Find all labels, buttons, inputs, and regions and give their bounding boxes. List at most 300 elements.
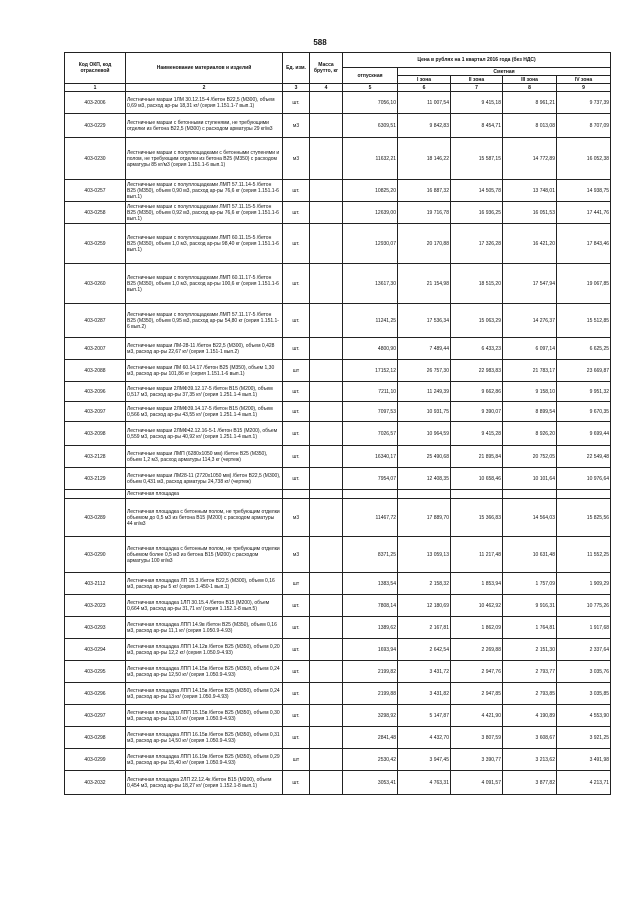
price-release: 11632,21	[343, 138, 398, 180]
price-zone2: 9 415,28	[451, 422, 503, 446]
price-zone3: 14 564,03	[503, 499, 557, 537]
item-code: 403-2006	[65, 92, 126, 114]
header-code: Код ОКП, код отраслевой	[65, 53, 126, 84]
price-zone1: 18 146,22	[398, 138, 451, 180]
price-zone1: 4 432,70	[398, 727, 451, 749]
item-name: Лестничные марши ЛМ-28-11 /бетон В22,5 (М300), объем 0,428 м3, расход ар-ры 22,67 кг/ (серия 1.151-1 вып.2)	[126, 338, 283, 360]
price-zone2: 8 454,71	[451, 114, 503, 138]
price-zone1: 4 763,31	[398, 771, 451, 795]
item-unit: шт.	[283, 382, 310, 402]
item-code: 403-0287	[65, 304, 126, 338]
price-zone1: 2 642,54	[398, 639, 451, 661]
price-release: 10825,20	[343, 180, 398, 202]
price-zone1: 10 931,75	[398, 402, 451, 422]
price-zone1: 20 170,88	[398, 224, 451, 264]
item-name: Лестничная площадка ЛПП 16.15в /бетон В25 (М350), объем 0,31 м3, расход ар-ры 14,50 кг/ (серия 1.050.9-4.93)	[126, 727, 283, 749]
price-zone2: 1 853,94	[451, 573, 503, 595]
item-unit: шт.	[283, 264, 310, 304]
price-zone4: 22 549,48	[557, 446, 611, 468]
item-name: Лестничная площадка ЛПП 16.19в /бетон В25 (М350), объем 0,29 м3, расход ар-ры 15,40 кг/ (серия 1.050.9-4.93)	[126, 749, 283, 771]
header-mass: Масса брутто, кг	[310, 53, 343, 84]
price-release: 2530,42	[343, 749, 398, 771]
item-unit: м3	[283, 138, 310, 180]
price-zone2: 14 505,78	[451, 180, 503, 202]
price-zone2: 9 390,07	[451, 402, 503, 422]
price-zone3: 3 213,62	[503, 749, 557, 771]
price-release: 3053,41	[343, 771, 398, 795]
price-release: 7211,10	[343, 382, 398, 402]
price-release: 13617,30	[343, 264, 398, 304]
item-name: Лестничные марши с полуплощадками ЛМП 57.11.17-5 /бетон В25 (М350), объем 0,95 м3, расход ар-ры 54,80 кг (серия 1.151.1-6 вып.2)	[126, 304, 283, 338]
price-release: 2199,82	[343, 661, 398, 683]
table-section	[65, 490, 611, 499]
item-mass	[310, 749, 343, 771]
price-zone1: 16 887,32	[398, 180, 451, 202]
price-release: 7954,07	[343, 468, 398, 490]
item-code: 403-0297	[65, 705, 126, 727]
price-zone3: 21 783,17	[503, 360, 557, 382]
column-index: 8	[503, 84, 557, 92]
price-zone4: 4 213,71	[557, 771, 611, 795]
price-zone3: 14 276,37	[503, 304, 557, 338]
item-name: Лестничная площадка ЛПП 14.12в /бетон В25 (М350), объем 0,20 м3, расход ар-ры 12,2 кг/ (серия 1.050.9-4.93)	[126, 639, 283, 661]
item-name: Лестничные марши ЛМ28-11 (2720х1050 мм) /бетон В22,5 (М300), объем 0,431 м3, расход арматуры 24,738 кг/ (чертеж)	[126, 468, 283, 490]
item-unit: шт.	[283, 338, 310, 360]
price-release: 1389,62	[343, 617, 398, 639]
price-zone2: 9 415,18	[451, 92, 503, 114]
table-row	[65, 573, 611, 595]
price-zone4: 9 670,35	[557, 402, 611, 422]
item-mass	[310, 264, 343, 304]
item-code: 403-2032	[65, 771, 126, 795]
item-unit: шт.	[283, 771, 310, 795]
item-code: 403-0299	[65, 749, 126, 771]
item-name: Лестничные марши ЛМ 60.14.17 /бетон В25 (М350), объем 1,30 м3, расход ар-ры 101,86 кг (серия 1.151.1-6 вып.1)	[126, 360, 283, 382]
price-zone1: 26 757,30	[398, 360, 451, 382]
price-zone4: 15 825,56	[557, 499, 611, 537]
price-zone3: 8 926,20	[503, 422, 557, 446]
item-mass	[310, 683, 343, 705]
item-unit: шт.	[283, 727, 310, 749]
item-name: Лестничные марши с полуплощадками ЛМП 60.11.15-5 /бетон В25 (М350), объем 1,0 м3, расход ар-ры 98,40 кг (серия 1.151.1-6 вып.1)	[126, 224, 283, 264]
price-zone3: 2 151,30	[503, 639, 557, 661]
item-code: 403-0259	[65, 224, 126, 264]
item-name: Лестничные марши 2ЛМФ39.12.17-5 /бетон В15 (М200), объем 0,517 м3, расход ар-ры 37,35 кг/ (серия 1.251.1-4 вып.1)	[126, 382, 283, 402]
item-unit: шт.	[283, 468, 310, 490]
item-code: 403-0293	[65, 617, 126, 639]
price-zone1: 9 842,83	[398, 114, 451, 138]
price-zone1: 25 490,68	[398, 446, 451, 468]
item-unit: шт.	[283, 639, 310, 661]
item-name: Лестничная площадка ЛПП 14.9в /бетон В25 (М350), объем 0,16 м3, расход ар-ры 11,1 кг/ (серия 1.050.9-4.93)	[126, 617, 283, 639]
price-zone3: 3 877,82	[503, 771, 557, 795]
item-name: Лестничная площадка ЛПП 14.15в /бетон В25 (М350), объем 0,24 м3, расход ар-ры 13 кг/ (серия 1.050.9-4.93)	[126, 683, 283, 705]
item-unit: шт.	[283, 402, 310, 422]
price-release: 11241,25	[343, 304, 398, 338]
item-unit: шт.	[283, 661, 310, 683]
price-release: 2199,88	[343, 683, 398, 705]
price-zone4: 9 737,39	[557, 92, 611, 114]
price-zone3: 8 961,21	[503, 92, 557, 114]
item-unit: шт	[283, 573, 310, 595]
item-code: 403-0258	[65, 202, 126, 224]
item-mass	[310, 422, 343, 446]
price-zone2: 22 983,83	[451, 360, 503, 382]
column-index: 7	[451, 84, 503, 92]
item-unit: шт.	[283, 617, 310, 639]
column-index: 1	[65, 84, 126, 92]
table-row	[65, 382, 611, 402]
header-estimate: Сметная	[398, 68, 611, 76]
price-zone3: 2 793,77	[503, 661, 557, 683]
price-release: 12930,07	[343, 224, 398, 264]
item-name: Лестничная площадка 2ЛП 22.12.4к /бетон В15 (М200), объем 0,454 м3, расход ар-ры 18,27 кг/ (серия 1.152.1-8 вып.1)	[126, 771, 283, 795]
item-unit: шт.	[283, 595, 310, 617]
price-zone2: 15 587,15	[451, 138, 503, 180]
section-row	[65, 490, 611, 499]
price-zone2: 11 217,48	[451, 537, 503, 573]
item-name: Лестничная площадка ЛПП 14.15в /бетон В25 (М350), объем 0,24 м3, расход ар-ры 12,50 кг/ (серия 1.050.9-4.93)	[126, 661, 283, 683]
item-unit: м3	[283, 499, 310, 537]
item-unit: шт.	[283, 92, 310, 114]
item-code: 403-0298	[65, 727, 126, 749]
price-zone2: 6 433,23	[451, 338, 503, 360]
price-zone4: 6 625,25	[557, 338, 611, 360]
price-zone4: 1 917,68	[557, 617, 611, 639]
price-zone1: 11 007,54	[398, 92, 451, 114]
item-mass	[310, 617, 343, 639]
price-zone1: 19 716,78	[398, 202, 451, 224]
price-zone4: 17 441,76	[557, 202, 611, 224]
item-mass	[310, 224, 343, 264]
price-release: 1383,54	[343, 573, 398, 595]
table-row	[65, 402, 611, 422]
item-name: Лестничная площадка ЛПП 15.15в /бетон В25 (М350), объем 0,30 м3, расход ар-ры 13,10 кг/ (серия 1.050.9-4.93)	[126, 705, 283, 727]
item-name: Лестничная площадка 1ЛП 30.15.4 /бетон В15 (М200), объем 0,664 м3, расход ар-ры 31,71 кг/ (серия 1.152.1-8 вып.5)	[126, 595, 283, 617]
price-zone2: 3 807,59	[451, 727, 503, 749]
price-zone2: 16 936,25	[451, 202, 503, 224]
price-zone2: 3 390,77	[451, 749, 503, 771]
item-unit: шт.	[283, 224, 310, 264]
header-price-group: Цена в рублях на 1 квартал 2016 года (без НДС)	[343, 53, 611, 68]
table-row	[65, 92, 611, 114]
item-code: 403-0295	[65, 661, 126, 683]
price-zone3: 8 899,54	[503, 402, 557, 422]
price-zone1: 17 889,70	[398, 499, 451, 537]
item-code: 403-2098	[65, 422, 126, 446]
item-code: 403-0290	[65, 537, 126, 573]
price-release: 7097,53	[343, 402, 398, 422]
price-zone3: 6 097,14	[503, 338, 557, 360]
price-zone3: 10 631,48	[503, 537, 557, 573]
price-zone3: 1 757,09	[503, 573, 557, 595]
table-row	[65, 727, 611, 749]
item-code: 403-2112	[65, 573, 126, 595]
item-name: Лестничная площадка с бетонным полом, не требующим отделки объемом до 0,5 м3 из бетона В15 (М200) с расходом арматуры 44 кг/м3	[126, 499, 283, 537]
item-mass	[310, 537, 343, 573]
item-name: Лестничные марши с полуплощадками ЛМП 60.11.17-5 /бетон В25 (М350), объем 1,0 м3, расход ар-ры 100,6 кг (серия 1.151.1-6 вып.1)	[126, 264, 283, 304]
price-zone3: 9 158,10	[503, 382, 557, 402]
item-name: Лестничные марши 2ЛМФ42.12.16-5-1 /бетон В15 (М200), объем 0,559 м3, расход ар-ры 40,92 кг/ (серия 1.251.1-4 вып.1)	[126, 422, 283, 446]
price-zone3: 14 772,89	[503, 138, 557, 180]
item-name: Лестничные марши 2ЛМФ39.14.17-5 /бетон В15 (М200), объем 0,566 м3, расход ар-ры 43,55 кг/ (серия 1.251.1-4 вып.1)	[126, 402, 283, 422]
table-row	[65, 468, 611, 490]
price-zone2: 9 662,86	[451, 382, 503, 402]
item-unit: шт.	[283, 683, 310, 705]
price-release: 2841,48	[343, 727, 398, 749]
price-zone3: 1 764,81	[503, 617, 557, 639]
table-row	[65, 446, 611, 468]
price-zone1: 3 947,45	[398, 749, 451, 771]
price-zone2: 15 366,83	[451, 499, 503, 537]
item-code: 403-2128	[65, 446, 126, 468]
item-mass	[310, 446, 343, 468]
header-zone1: I зона	[398, 76, 451, 84]
item-unit: шт.	[283, 180, 310, 202]
price-zone3: 8 013,08	[503, 114, 557, 138]
item-unit: шт	[283, 360, 310, 382]
item-name: Лестничные марши 1ЛМ 30.12.15-4 /бетон В22,5 (М300), объем 0,69 м3, расход ар-ры 18,31 кг/ (серия 1.151.1-7 вып.1)	[126, 92, 283, 114]
price-zone2: 1 862,09	[451, 617, 503, 639]
price-zone3: 17 547,94	[503, 264, 557, 304]
item-mass	[310, 304, 343, 338]
price-zone4: 8 707,09	[557, 114, 611, 138]
price-zone4: 4 553,90	[557, 705, 611, 727]
item-name: Лестничные марши ЛМП (6280х1050 мм) /бетон В25 (М350), объем 1,2 м3, расход арматуры 114,3 кг (чертеж)	[126, 446, 283, 468]
section-title: Лестничная площадка	[126, 490, 283, 499]
item-code: 403-0257	[65, 180, 126, 202]
table-row	[65, 595, 611, 617]
price-release: 7808,14	[343, 595, 398, 617]
price-zone4: 16 052,38	[557, 138, 611, 180]
header-zone3: III зона	[503, 76, 557, 84]
table-row	[65, 202, 611, 224]
price-zone4: 11 552,25	[557, 537, 611, 573]
column-index: 3	[283, 84, 310, 92]
price-zone4: 3 491,98	[557, 749, 611, 771]
price-zone2: 15 063,29	[451, 304, 503, 338]
item-mass	[310, 661, 343, 683]
item-mass	[310, 771, 343, 795]
price-zone3: 16 051,53	[503, 202, 557, 224]
table-row	[65, 771, 611, 795]
page-number: 588	[313, 38, 327, 47]
section-code	[65, 490, 126, 499]
price-zone4: 10 775,26	[557, 595, 611, 617]
item-name: Лестничные марши с полуплощадками ЛМП 57.11.14-5 /бетон В25 (М350), объем 0,90 м3, расход ар-ры 76,6 кг (серия 1.151.1-6 вып.1)	[126, 180, 283, 202]
column-index: 9	[557, 84, 611, 92]
price-zone2: 2 947,76	[451, 661, 503, 683]
item-code: 403-2129	[65, 468, 126, 490]
price-release: 7026,57	[343, 422, 398, 446]
item-mass	[310, 468, 343, 490]
item-mass	[310, 114, 343, 138]
table-row	[65, 639, 611, 661]
price-zone1: 12 180,69	[398, 595, 451, 617]
table-row	[65, 683, 611, 705]
price-zone1: 5 147,87	[398, 705, 451, 727]
table-row	[65, 749, 611, 771]
price-zone3: 16 421,20	[503, 224, 557, 264]
price-zone3: 13 748,01	[503, 180, 557, 202]
item-mass	[310, 705, 343, 727]
item-mass	[310, 382, 343, 402]
column-index: 4	[310, 84, 343, 92]
price-zone1: 12 408,35	[398, 468, 451, 490]
item-mass	[310, 595, 343, 617]
column-index: 6	[398, 84, 451, 92]
item-code: 403-2096	[65, 382, 126, 402]
price-release: 6309,51	[343, 114, 398, 138]
item-mass	[310, 573, 343, 595]
item-mass	[310, 180, 343, 202]
item-mass	[310, 92, 343, 114]
price-zone4: 3 035,76	[557, 661, 611, 683]
table-row	[65, 138, 611, 180]
price-zone2: 4 421,90	[451, 705, 503, 727]
item-mass	[310, 499, 343, 537]
price-zone1: 3 431,72	[398, 661, 451, 683]
table-body-platforms	[65, 499, 611, 795]
price-zone2: 21 895,84	[451, 446, 503, 468]
item-code: 403-2023	[65, 595, 126, 617]
price-release: 4800,90	[343, 338, 398, 360]
price-zone2: 17 326,28	[451, 224, 503, 264]
item-mass	[310, 138, 343, 180]
price-zone1: 13 059,13	[398, 537, 451, 573]
price-zone1: 10 964,59	[398, 422, 451, 446]
header-zone2: II зона	[451, 76, 503, 84]
table-row	[65, 338, 611, 360]
item-name: Лестничная площадка ЛП 15.3 /бетон В22,5 (М300), объем 0,16 м3, расход ар-ры 5 кг/ (серия 1.450-1 вып.1)	[126, 573, 283, 595]
price-zone4: 10 976,64	[557, 468, 611, 490]
item-mass	[310, 402, 343, 422]
item-unit: шт.	[283, 202, 310, 224]
price-release: 11467,72	[343, 499, 398, 537]
header-name: Наименование материалов и изделий	[126, 53, 283, 84]
price-zone1: 2 167,81	[398, 617, 451, 639]
price-zone4: 23 669,87	[557, 360, 611, 382]
table-row	[65, 360, 611, 382]
price-release: 17152,12	[343, 360, 398, 382]
price-zone4: 14 938,75	[557, 180, 611, 202]
table-row	[65, 114, 611, 138]
price-zone2: 2 947,85	[451, 683, 503, 705]
price-zone2: 4 091,57	[451, 771, 503, 795]
price-release: 16340,17	[343, 446, 398, 468]
item-code: 403-0289	[65, 499, 126, 537]
price-zone4: 3 035,85	[557, 683, 611, 705]
price-zone1: 11 249,39	[398, 382, 451, 402]
price-zone3: 4 190,89	[503, 705, 557, 727]
price-zone2: 10 462,92	[451, 595, 503, 617]
item-mass	[310, 639, 343, 661]
table-row	[65, 537, 611, 573]
item-name: Лестничные марши с полуплощадками ЛМП 57.11.15-5 /бетон В25 (М350), объем 0,92 м3, расход ар-ры 76,6 кг (серия 1.151.1-6 вып.1)	[126, 202, 283, 224]
table-row	[65, 661, 611, 683]
price-release: 3298,92	[343, 705, 398, 727]
item-code: 403-0229	[65, 114, 126, 138]
item-code: 403-0296	[65, 683, 126, 705]
item-name: Лестничная площадка с бетонным полом, не требующим отделки объемом более 0,5 м3 из бетона В15 (М200) с расходом арматуры 100 кг/м3	[126, 537, 283, 573]
item-mass	[310, 338, 343, 360]
table-row	[65, 224, 611, 264]
price-release: 8371,25	[343, 537, 398, 573]
item-name: Лестничные марши с бетонными ступенями, не требующими отделки из бетона В22,5 (М300) с расходом арматуры 29 кг/м3	[126, 114, 283, 138]
price-zone3: 9 916,31	[503, 595, 557, 617]
header-unit: Ед. изм.	[283, 53, 310, 84]
column-index: 2	[126, 84, 283, 92]
price-zone2: 10 658,46	[451, 468, 503, 490]
item-unit: шт	[283, 749, 310, 771]
table-row	[65, 422, 611, 446]
price-zone4: 1 909,29	[557, 573, 611, 595]
price-zone3: 2 793,85	[503, 683, 557, 705]
price-release: 1693,94	[343, 639, 398, 661]
column-index-row	[65, 84, 611, 92]
price-zone4: 9 699,44	[557, 422, 611, 446]
item-unit: шт.	[283, 705, 310, 727]
price-zone1: 17 536,34	[398, 304, 451, 338]
price-zone1: 2 158,32	[398, 573, 451, 595]
item-unit: м3	[283, 114, 310, 138]
price-zone1: 3 431,82	[398, 683, 451, 705]
table-row	[65, 705, 611, 727]
table-row	[65, 617, 611, 639]
header-release: отпускная	[343, 68, 398, 84]
item-unit: м3	[283, 537, 310, 573]
table-body-marches	[65, 92, 611, 490]
item-code: 403-2097	[65, 402, 126, 422]
item-code: 403-2088	[65, 360, 126, 382]
item-code: 403-0260	[65, 264, 126, 304]
price-zone1: 21 154,98	[398, 264, 451, 304]
price-zone4: 9 951,32	[557, 382, 611, 402]
price-table	[64, 52, 611, 795]
item-code: 403-2007	[65, 338, 126, 360]
price-zone4: 3 921,25	[557, 727, 611, 749]
price-zone4: 19 067,85	[557, 264, 611, 304]
item-unit: шт.	[283, 446, 310, 468]
table-row	[65, 180, 611, 202]
item-unit: шт.	[283, 304, 310, 338]
price-zone3: 3 608,67	[503, 727, 557, 749]
price-zone3: 20 752,05	[503, 446, 557, 468]
price-zone4: 17 843,46	[557, 224, 611, 264]
column-index: 5	[343, 84, 398, 92]
item-mass	[310, 360, 343, 382]
item-mass	[310, 727, 343, 749]
table-row	[65, 499, 611, 537]
price-zone1: 7 489,44	[398, 338, 451, 360]
price-zone2: 2 269,88	[451, 639, 503, 661]
header-zone4: IV зона	[557, 76, 611, 84]
table-row	[65, 304, 611, 338]
item-unit: шт.	[283, 422, 310, 446]
price-zone3: 10 101,64	[503, 468, 557, 490]
item-code: 403-0294	[65, 639, 126, 661]
item-mass	[310, 202, 343, 224]
table-header	[65, 53, 611, 92]
price-release: 7056,10	[343, 92, 398, 114]
item-name: Лестничные марши с полуплощадками с бетонными ступенями и полом, не требующим отделки из бетона В25 (М350) с расходом арматуры 85 кг/м3 (серия 1.151.1-6 вып.1)	[126, 138, 283, 180]
price-zone4: 2 337,64	[557, 639, 611, 661]
price-release: 12639,00	[343, 202, 398, 224]
item-code: 403-0230	[65, 138, 126, 180]
price-zone2: 18 515,20	[451, 264, 503, 304]
table-row	[65, 264, 611, 304]
price-zone4: 15 512,85	[557, 304, 611, 338]
